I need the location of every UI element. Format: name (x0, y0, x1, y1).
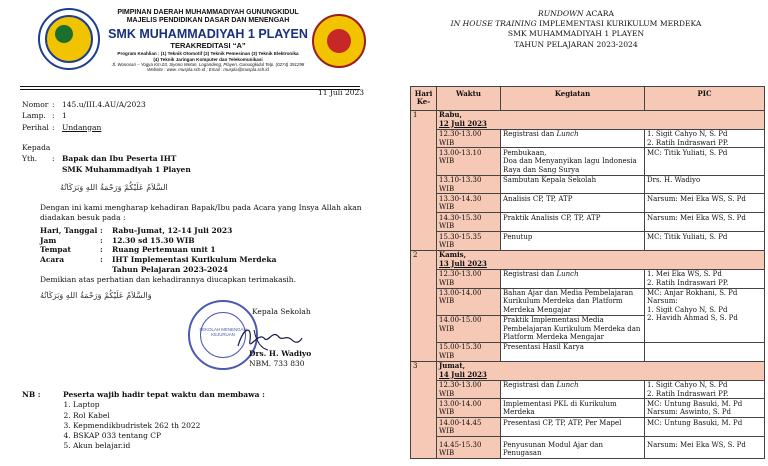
cell-activity: Registrasi dan Lunch (501, 129, 645, 148)
day-date: 14 Juli 2023 (439, 369, 487, 379)
rundown-document (384, 0, 768, 466)
recipient-line2: SMK Muhammadiyah 1 Playen (62, 165, 191, 174)
recipient-line1: Bapak dan Ibu Peserta IHT (62, 154, 177, 163)
cell-pic: Narsum: Mei Eka WS, S. Pd (645, 213, 765, 232)
cell-pic: 1. Sigit Cahyo N, S. Pd 2. Ratih Indraswari PP. (645, 380, 765, 399)
day-name: Rabu, (439, 110, 462, 120)
signatory-name: Drs. H. Wadiyo (249, 349, 312, 358)
opening-greeting-arabic: السَّلاَمُ عَلَيْكُمْ وَرَحْمَةُ اللهِ وَبَرَكَاتُهُ (60, 183, 168, 192)
school-website: Website : www. muspla.sch.id ; Email : muspla@muspla.sch.id (147, 67, 269, 73)
cell-pic: MC: Titik Yuliati, S. Pd (645, 148, 765, 175)
day-name: Jumat, (439, 361, 466, 371)
cell-activity: Penyusunan Modul Ajar dan Penugasan (501, 437, 645, 459)
nb-label: NB : (22, 390, 41, 399)
programs-line1: Program Keahlian : (1) Teknik Otomotif (2) Teknik Pemesinan (3) Teknik Elektronika (117, 51, 299, 57)
closing-greeting-arabic: وَالسَّلاَمُ عَلَيْكُمْ وَرَحْمَةُ اللهِ وَبَرَكَاتُهُ (40, 291, 152, 300)
cell-pic: MC: Anjar Rokhani, S. Pd Narsum: 1. Sigit Cahyo N, S. Pd 2. Havidh Ahmad S, S. Pd (645, 288, 765, 342)
detail-value-cont: Tahun Pelajaran 2023-2024 (112, 264, 228, 274)
rundown-title-italic: RUNDOWN (538, 9, 584, 18)
cell-time: 12.30-13.00 WIB (437, 380, 501, 399)
day-header-row (411, 250, 765, 269)
table-row (411, 418, 765, 437)
cell-pic (645, 342, 765, 361)
letterhead (92, 9, 324, 72)
day-header-row (411, 361, 765, 380)
list-item: 4. BSKAP 033 tentang CP (73, 431, 265, 441)
cell-time: 13.00-14.00 WIB (437, 288, 501, 315)
yth-label: Yth. (22, 154, 38, 163)
rundown-title (384, 9, 768, 50)
rundown-title-rest: ACARA (583, 9, 614, 18)
letterhead-divider-thin (20, 89, 360, 90)
table-row (411, 148, 765, 175)
rundown-year: TAHUN PELAJARAN 2023-2024 (514, 39, 638, 49)
col-header-time: Waktu (437, 87, 501, 111)
cell-activity: Pembukaan, Doa dan Menyanyikan lagu Indonesia Raya dan Sang Surya (501, 148, 645, 175)
letterhead-line2: MAJELIS PENDIDIKAN DASAR DAN MENENGAH (126, 17, 290, 25)
cell-time: 15.30-15.35 WIB (437, 232, 501, 251)
cell-activity: Bahan Ajar dan Media Pembelajaran Kurikulum Merdeka dan Platform Merdeka Mengajar (501, 288, 645, 315)
detail-value: Ruang Pertemuan unit 1 (112, 245, 216, 255)
table-row (411, 232, 765, 251)
recipient-block: Kepada Yth. : Bapak dan Ibu Peserta IHT SMK Muhammadiyah 1 Playen (22, 143, 191, 174)
detail-label: Hari, Tanggal (40, 226, 98, 235)
cell-time: 15.00-15.30 WIB (437, 342, 501, 361)
opening-paragraph: Dengan ini kami mengharap kehadiran Bapak/Ibu pada Acara yang Insya Allah akan diadakan besuk pada : (40, 203, 362, 223)
rundown-school: SMK MUHAMMADIYAH 1 PLAYEN (507, 29, 645, 39)
closing-paragraph: Demikian atas perhatian dan kehadirannya diucapkan terimakasih. (40, 275, 297, 284)
cell-activity: Praktik Implementasi Media Pembelajaran Kurikulum Merdeka dan Platform Merdeka Mengajar (501, 315, 645, 342)
school-name: SMK MUHAMMADIYAH 1 PLAYEN (108, 26, 308, 41)
nb-heading: Peserta wajib hadir tepat waktu dan membawa : (63, 390, 265, 399)
nb-list (63, 400, 265, 451)
cell-time: 13.00-13.10 WIB (437, 148, 501, 175)
detail-label: Acara (40, 255, 65, 265)
table-row (411, 380, 765, 399)
accreditation: TERAKREDITASI “A” (170, 41, 246, 51)
cell-pic: 1. Mei Eka WS, S. Pd 2. Ratih Indraswari PP. (645, 269, 765, 288)
cell-activity: Registrasi dan Lunch (501, 269, 645, 288)
cell-time: 12.30-13.00 WIB (437, 129, 501, 148)
nomor-value: 145.u/III.4.AU/A/2023 (62, 100, 146, 109)
day-number: 1 (411, 110, 437, 250)
list-item: 2. Rol Kabel (73, 411, 265, 421)
detail-value: 12.30 sd 15.30 WIB (112, 235, 195, 245)
detail-label: Jam (40, 235, 57, 245)
cell-activity: Registrasi dan Lunch (501, 380, 645, 399)
col-header-pic: PIC (645, 87, 765, 111)
day-header-row (411, 110, 765, 129)
letterhead-line1: PIMPINAN DAERAH MUHAMMADIYAH GUNUNGKIDUL (117, 9, 299, 16)
cell-time: 13.10-13.30 WIB (437, 175, 501, 194)
day-number: 2 (411, 250, 437, 361)
nomor-label: Nomor (22, 100, 49, 109)
day-number: 3 (411, 361, 437, 459)
list-item: 3. Kepmendikbudristek 262 th 2022 (73, 421, 265, 431)
school-logo (312, 14, 366, 68)
detail-value: Rabu-Jumat, 12-14 Juli 2023 (112, 226, 233, 235)
cell-pic: MC: Untung Basuki, M. Pd (645, 418, 765, 437)
day-label (437, 250, 765, 269)
detail-label: Tempat (40, 245, 71, 255)
list-item: 5. Akun belajar.id (73, 441, 265, 451)
rundown-table (410, 86, 765, 459)
cell-time: 14.30-15.30 WIB (437, 213, 501, 232)
signatory-role: Kepala Sekolah (252, 307, 311, 316)
cell-pic: MC: Untung Basuki, M. Pd Narsum: Aswinto, S. Pd (645, 399, 765, 418)
cell-time: 14.00-15.00 WIB (437, 315, 501, 342)
table-row (411, 194, 765, 213)
muhammadiyah-logo (38, 8, 100, 70)
signatory-nbm: NBM. 733 830 (249, 359, 305, 368)
cell-time: 13.30-14.30 WIB (437, 194, 501, 213)
col-header-activity: Kegiatan (501, 87, 645, 111)
day-date: 12 Juli 2023 (439, 118, 487, 128)
cell-time: 14.00-14.45 WIB (437, 418, 501, 437)
cell-time: 13.00-14.00 WIB (437, 399, 501, 418)
letter-date: 11 Juli 2023 (318, 88, 365, 97)
lamp-label: Lamp. (22, 111, 46, 121)
letter-meta: Nomor : 145.u/III.4.AU/A/2023 Lamp. : 1 Perihal : Undangan (22, 100, 146, 132)
cell-activity: Praktik Analisis CP, TP, ATP (501, 213, 645, 232)
table-header-row (411, 87, 765, 111)
event-details: Hari, Tanggal : Rabu-Jumat, 12-14 Juli 2023 Jam : 12.30 sd 15.30 WIB Tempat : Ruang Pertemuan unit 1 Acara : IHT Implementasi Kurikulum Merdeka Tahun Pelajaran 2023-2024 (40, 226, 277, 274)
col-header-day: Hari Ke- (411, 87, 437, 111)
day-date: 13 Juli 2023 (439, 258, 487, 268)
lamp-value: 1 (62, 111, 67, 121)
day-name: Kamis, (439, 250, 467, 260)
day-label (437, 361, 765, 380)
cell-activity: Presentasi Hasil Karya (501, 342, 645, 361)
table-row (411, 129, 765, 148)
school-address: Jl. Wonosari – Yogya Km.03, Siyono Wetan, Logandeng, Playen, Gunungkidul Telp. (0274) 391298 (111, 61, 305, 67)
table-row (411, 175, 765, 194)
cell-activity: Penutup (501, 232, 645, 251)
day-label (437, 110, 765, 129)
cell-activity: Presentasi CP, TP, ATP, Per Mapel (501, 418, 645, 437)
cell-activity: Analisis CP, TP, ATP (501, 194, 645, 213)
stamp-text: SEKOLAH MENENGAH KEJURUAN (199, 327, 247, 338)
nb-section (22, 390, 265, 452)
cell-pic: Drs. H. Wadiyo (645, 175, 765, 194)
table-row (411, 399, 765, 418)
cell-pic: 1. Sigit Cahyo N, S. Pd 2. Ratih Indraswari PP. (645, 129, 765, 148)
cell-activity: Sambutan Kepala Sekolah (501, 175, 645, 194)
table-row (411, 288, 765, 315)
rundown-subtitle-rest: IMPLEMENTASI KURIKULUM MERDEKA (536, 19, 702, 29)
rundown-subtitle-italic: IN HOUSE TRAINING (450, 19, 537, 29)
programs-line2: (4) Teknik Jaringan Komputer dan Telekomunikasi (153, 56, 263, 62)
table-row (411, 213, 765, 232)
kepada-label: Kepada (22, 143, 51, 152)
table-row (411, 269, 765, 288)
cell-pic: MC: Titik Yuliati, S. Pd (645, 232, 765, 251)
cell-time: 12.30-13.00 WIB (437, 269, 501, 288)
cell-activity: Implementasi PKL di Kurikulum Merdeka (501, 399, 645, 418)
list-item: 1. Laptop (73, 400, 265, 410)
table-row (411, 342, 765, 361)
cell-time: 14.45-15.30 WIB (437, 437, 501, 459)
cell-pic: Narsum: Mei Eka WS, S. Pd (645, 194, 765, 213)
detail-value: IHT Implementasi Kurikulum Merdeka (112, 255, 277, 265)
perihal-value: Undangan (62, 122, 102, 132)
perihal-label: Perihal (22, 122, 49, 132)
table-row (411, 437, 765, 459)
letterhead-divider (20, 86, 360, 87)
cell-pic: Narsum: Mei Eka WS, S. Pd (645, 437, 765, 459)
